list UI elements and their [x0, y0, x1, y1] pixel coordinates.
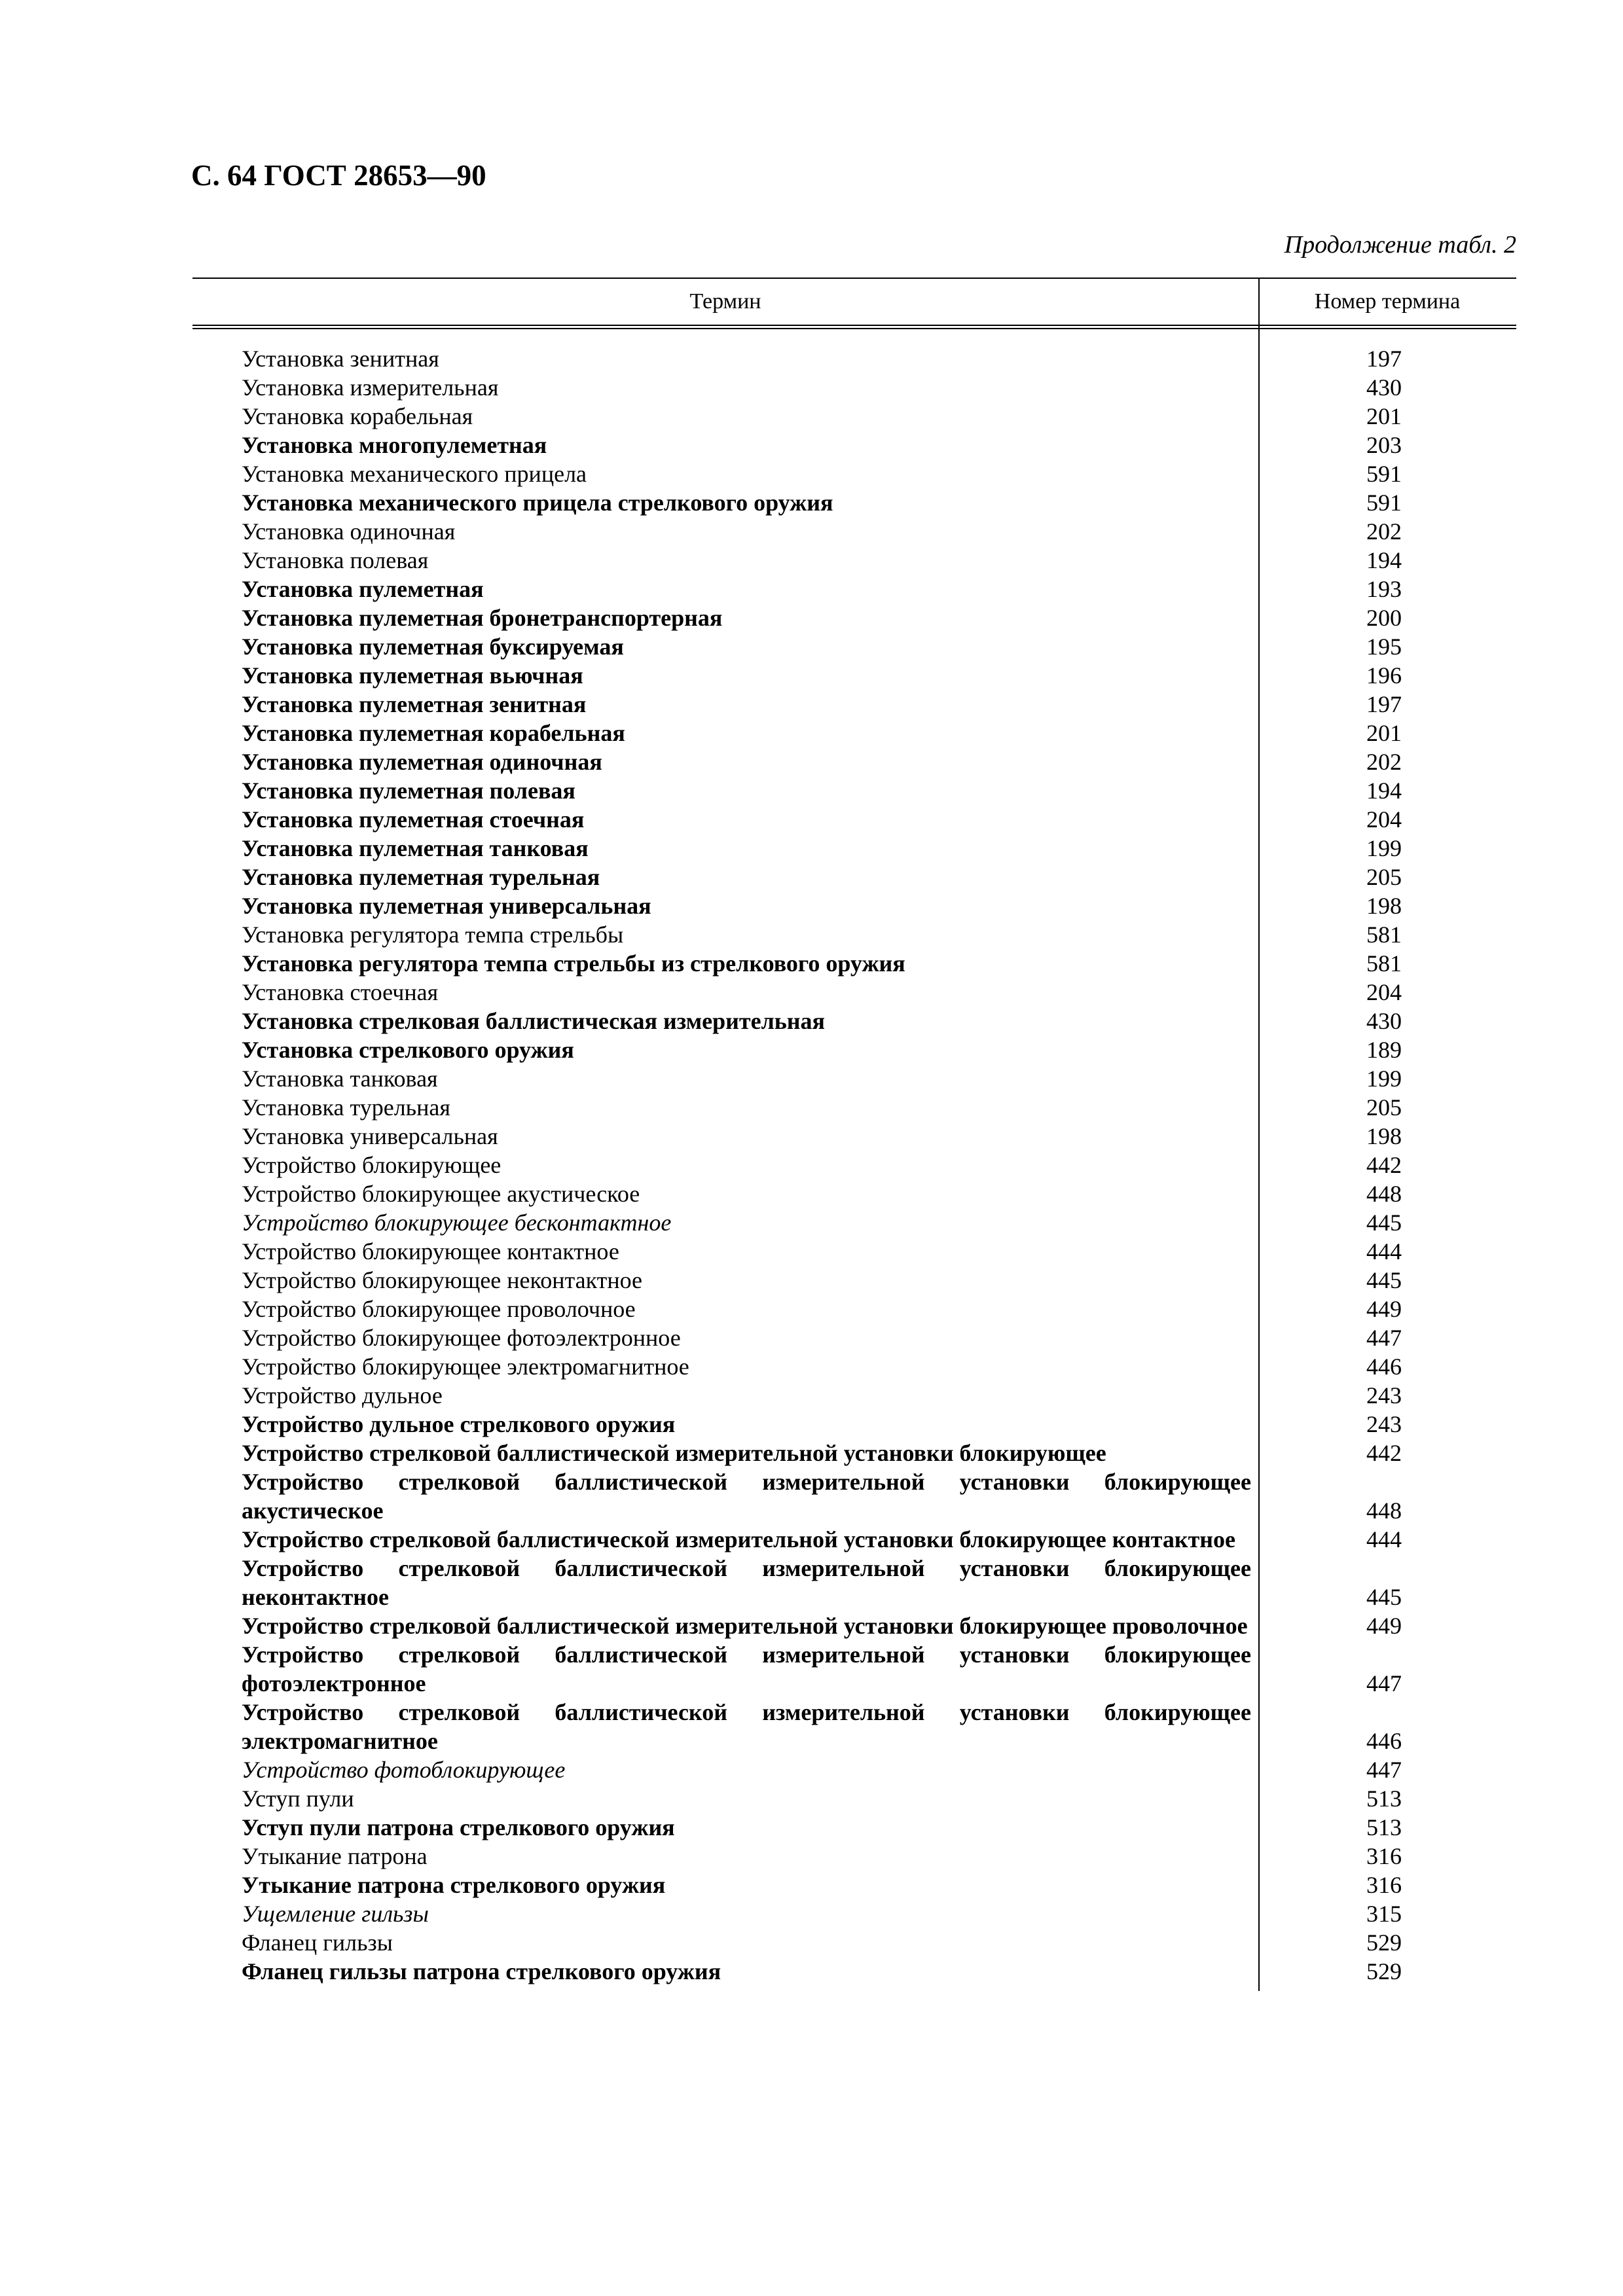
term-number-cell: 189 [1366, 1037, 1402, 1063]
term-number-cell: 243 [1366, 1411, 1402, 1437]
term-number-cell: 581 [1366, 950, 1402, 977]
term-number-cell: 513 [1366, 1785, 1402, 1812]
term-number-cell: 205 [1366, 864, 1402, 890]
term-number-cell: 446 [1366, 1354, 1402, 1380]
term-number-cell: 445 [1366, 1210, 1402, 1236]
term-cell: Установка измерительная [242, 374, 499, 401]
term-cell: Установка пулеметная зенитная [242, 691, 587, 717]
term-cell: Устройство блокирующее проволочное [242, 1296, 636, 1322]
term-cell: Устройство блокирующее контактное [242, 1238, 619, 1265]
term-cell: Устройство дульное [242, 1382, 443, 1408]
term-number-cell: 449 [1366, 1296, 1402, 1322]
table-row [192, 1525, 1516, 1554]
term-cell: Устройство стрелковой баллистической измерительной установки блокирующее фотоэлектронное [242, 1641, 1251, 1696]
table-row [192, 1266, 1516, 1295]
term-number-cell: 196 [1366, 662, 1402, 689]
table-row [192, 1410, 1516, 1439]
table-row [192, 517, 1516, 546]
term-number-cell: 445 [1366, 1267, 1402, 1293]
table-row [192, 1093, 1516, 1122]
table-row [192, 1957, 1516, 1986]
term-cell: Установка регулятора темпа стрельбы [242, 922, 624, 948]
term-number-cell: 205 [1366, 1094, 1402, 1121]
term-number-cell: 445 [1366, 1584, 1402, 1610]
term-number-cell: 591 [1366, 461, 1402, 487]
table-row [192, 719, 1516, 747]
term-cell: Установка многопулеметная [242, 432, 547, 458]
term-cell: Установка стоечная [242, 979, 439, 1005]
table-row [192, 1611, 1516, 1640]
term-cell: Устройство стрелковой баллистической измерительной установки блокирующее неконтактное [242, 1555, 1251, 1610]
term-cell: Устройство стрелковой баллистической измерительной установки блокирующее проволочное [242, 1613, 1248, 1639]
table-row [192, 776, 1516, 805]
table-body [192, 329, 1516, 1991]
table-row [192, 690, 1516, 719]
term-cell: Утыкание патрона стрелкового оружия [242, 1872, 666, 1898]
table-row [192, 1755, 1516, 1784]
term-cell: Установка зенитная [242, 346, 439, 372]
table-row [192, 1295, 1516, 1323]
term-number-cell: 204 [1366, 979, 1402, 1005]
table-row [192, 1784, 1516, 1813]
table-row [192, 834, 1516, 863]
table-row [192, 603, 1516, 632]
term-number-cell: 203 [1366, 432, 1402, 458]
term-number-cell: 430 [1366, 1008, 1402, 1034]
header-number: Номер термина [1314, 289, 1461, 314]
term-number-cell: 591 [1366, 490, 1402, 516]
table-row [192, 488, 1516, 517]
term-cell: Установка механического прицела [242, 461, 587, 487]
term-number-cell: 198 [1366, 1123, 1402, 1149]
term-number-cell: 193 [1366, 576, 1402, 602]
term-number-cell: 444 [1366, 1238, 1402, 1265]
table-row [192, 661, 1516, 690]
table-continuation-label: Продолжение табл. 2 [1284, 231, 1516, 259]
term-number-cell: 197 [1366, 691, 1402, 717]
term-cell: Установка механического прицела стрелкового оружия [242, 490, 833, 516]
table-row [192, 1151, 1516, 1179]
term-number-cell: 444 [1366, 1526, 1402, 1552]
term-cell: Фланец гильзы патрона стрелкового оружия [242, 1958, 721, 1984]
term-cell: Установка универсальная [242, 1123, 498, 1149]
table-row [192, 1381, 1516, 1410]
term-cell: Установка танковая [242, 1066, 438, 1092]
term-cell: Устройство блокирующее неконтактное [242, 1267, 643, 1293]
terms-index-table [192, 278, 1516, 1991]
table-row [192, 978, 1516, 1007]
term-cell: Устройство блокирующее бесконтактное [242, 1210, 672, 1236]
table-row [192, 1698, 1516, 1755]
term-cell: Установка пулеметная корабельная [242, 720, 625, 746]
table-row [192, 747, 1516, 776]
page-header: С. 64 ГОСТ 28653—90 [191, 159, 486, 192]
table-row [192, 1467, 1516, 1525]
term-cell: Устройство блокирующее фотоэлектронное [242, 1325, 681, 1351]
term-number-cell: 198 [1366, 893, 1402, 919]
term-number-cell: 442 [1366, 1152, 1402, 1178]
term-cell: Устройство стрелковой баллистической измерительной установки блокирующее акустическое [242, 1469, 1251, 1524]
table-row [192, 1323, 1516, 1352]
term-number-cell: 448 [1366, 1498, 1402, 1524]
term-number-cell: 201 [1366, 720, 1402, 746]
term-cell: Устройство стрелковой баллистической измерительной установки блокирующее контактное [242, 1526, 1236, 1552]
term-number-cell: 315 [1366, 1901, 1402, 1927]
table-row [192, 1237, 1516, 1266]
term-number-cell: 446 [1366, 1728, 1402, 1754]
term-cell: Установка корабельная [242, 403, 473, 429]
term-number-cell: 430 [1366, 374, 1402, 401]
term-cell: Установка пулеметная полевая [242, 778, 575, 804]
table-row [192, 1122, 1516, 1151]
table-row [192, 373, 1516, 402]
term-number-cell: 447 [1366, 1325, 1402, 1351]
term-cell: Устройство фотоблокирующее [242, 1757, 566, 1783]
term-number-cell: 195 [1366, 634, 1402, 660]
term-cell: Установка одиночная [242, 518, 456, 545]
term-number-cell: 316 [1366, 1872, 1402, 1898]
term-number-cell: 447 [1366, 1757, 1402, 1783]
term-number-cell: 513 [1366, 1814, 1402, 1840]
term-cell: Устройство блокирующее [242, 1152, 501, 1178]
column-divider [1258, 279, 1260, 1991]
term-cell: Устройство блокирующее акустическое [242, 1181, 640, 1207]
table-row [192, 1899, 1516, 1928]
term-cell: Установка пулеметная турельная [242, 864, 600, 890]
table-row [192, 575, 1516, 603]
table-row [192, 863, 1516, 891]
term-cell: Фланец гильзы [242, 1929, 393, 1956]
term-cell: Установка стрелкового оружия [242, 1037, 574, 1063]
term-cell: Устройство блокирующее электромагнитное [242, 1354, 689, 1380]
term-number-cell: 529 [1366, 1958, 1402, 1984]
term-cell: Установка турельная [242, 1094, 450, 1121]
term-number-cell: 442 [1366, 1440, 1402, 1466]
term-cell: Устройство стрелковой баллистической измерительной установки блокирующее электромагнитное [242, 1699, 1251, 1754]
term-cell: Устройство дульное стрелкового оружия [242, 1411, 676, 1437]
table-row [192, 546, 1516, 575]
term-cell: Установка пулеметная [242, 576, 484, 602]
table-row [192, 1640, 1516, 1698]
table-row [192, 1179, 1516, 1208]
term-number-cell: 202 [1366, 518, 1402, 545]
term-cell: Установка стрелковая баллистическая измерительная [242, 1008, 826, 1034]
term-number-cell: 194 [1366, 778, 1402, 804]
table-row [192, 1208, 1516, 1237]
table-row [192, 1871, 1516, 1899]
term-cell: Уступ пули [242, 1785, 354, 1812]
table-row [192, 1352, 1516, 1381]
table-row [192, 805, 1516, 834]
table-row [192, 1439, 1516, 1467]
table-row [192, 459, 1516, 488]
table-row [192, 891, 1516, 920]
table-row [192, 1928, 1516, 1957]
table-header-row [192, 279, 1516, 325]
table-row [192, 949, 1516, 978]
term-number-cell: 529 [1366, 1929, 1402, 1956]
term-cell: Устройство стрелковой баллистической измерительной установки блокирующее [242, 1440, 1106, 1466]
term-number-cell: 581 [1366, 922, 1402, 948]
term-cell: Установка пулеметная универсальная [242, 893, 651, 919]
table-row [192, 1007, 1516, 1035]
term-cell: Установка полевая [242, 547, 429, 573]
term-number-cell: 200 [1366, 605, 1402, 631]
table-row [192, 1842, 1516, 1871]
term-number-cell: 204 [1366, 806, 1402, 833]
term-number-cell: 202 [1366, 749, 1402, 775]
term-cell: Уступ пули патрона стрелкового оружия [242, 1814, 675, 1840]
table-row [192, 632, 1516, 661]
table-row [192, 402, 1516, 431]
term-cell: Установка пулеметная вьючная [242, 662, 583, 689]
header-double-rule [192, 325, 1516, 329]
term-number-cell: 449 [1366, 1613, 1402, 1639]
term-cell: Утыкание патрона [242, 1843, 428, 1869]
table-row [192, 344, 1516, 373]
header-term: Термин [689, 289, 761, 314]
term-number-cell: 199 [1366, 835, 1402, 861]
term-cell: Установка пулеметная одиночная [242, 749, 602, 775]
term-number-cell: 194 [1366, 547, 1402, 573]
term-number-cell: 447 [1366, 1670, 1402, 1696]
term-number-cell: 243 [1366, 1382, 1402, 1408]
term-cell: Установка регулятора темпа стрельбы из стрелкового оружия [242, 950, 905, 977]
table-row [192, 431, 1516, 459]
term-number-cell: 201 [1366, 403, 1402, 429]
term-cell: Установка пулеметная стоечная [242, 806, 585, 833]
table-row [192, 1554, 1516, 1611]
term-cell: Установка пулеметная бронетранспортерная [242, 605, 723, 631]
term-number-cell: 199 [1366, 1066, 1402, 1092]
term-number-cell: 448 [1366, 1181, 1402, 1207]
term-cell: Установка пулеметная танковая [242, 835, 589, 861]
term-number-cell: 197 [1366, 346, 1402, 372]
table-row [192, 1064, 1516, 1093]
term-cell: Ущемление гильзы [242, 1901, 429, 1927]
table-row [192, 920, 1516, 949]
table-row [192, 1813, 1516, 1842]
table-row [192, 1035, 1516, 1064]
term-cell: Установка пулеметная буксируемая [242, 634, 624, 660]
term-number-cell: 316 [1366, 1843, 1402, 1869]
